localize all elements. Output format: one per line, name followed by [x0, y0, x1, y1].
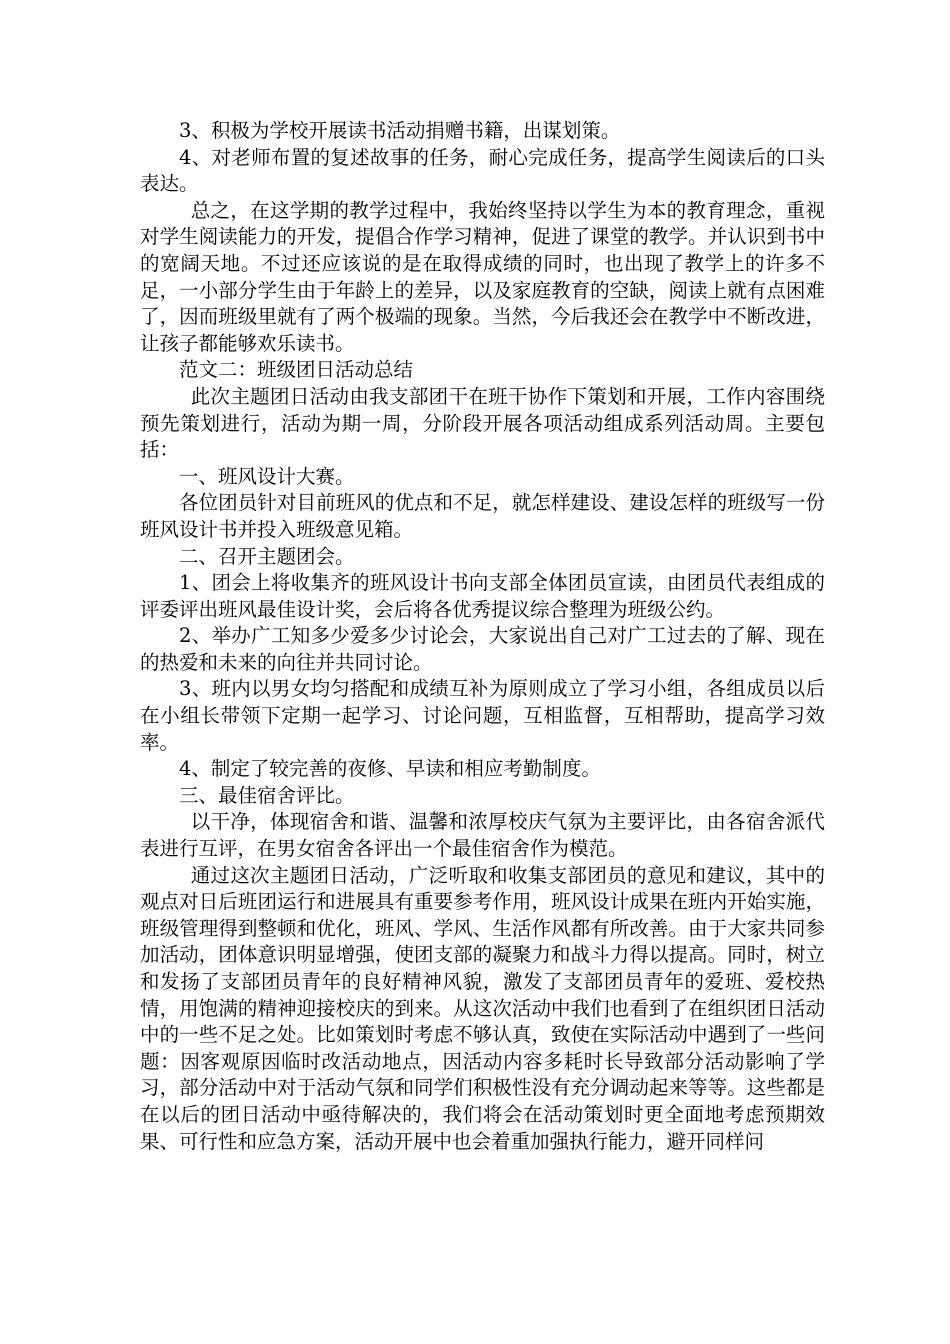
- paragraph-conclusion: 通过这次主题团日活动，广泛听取和收集支部团员的意见和建议，其中的观点对日后班团运行和进展具有重要参考作用，班风设计成果在班内开始实施，班级管理得到整顿和优化，班风、学风、生活作风都有所改善。由于大家共同参加活动，团体意识明显增强，使团支部的凝聚力和战斗力得以提高。同时，树立和发扬了支部团员青年的良好精神风貌，激发了支部团员青年的爱班、爱校热情，用饱满的精神迎接校庆的到来。从这次活动中我们也看到了在组织团日活动中的一些不足之处。比如策划时考虑不够认真，致使在实际活动中遇到了一些问题：因客观原因临时改活动地点，因活动内容多耗时长导致部分活动影响了学习，部分活动中对于活动气氛和同学们积极性没有充分调动起来等等。这些都是在以后的团日活动中亟待解决的，我们将会在活动策划时更全面地考虑预期效果、可行性和应急方案，活动开展中也会着重加强执行能力，避开同样问: [140, 863, 825, 1153]
- paragraph-part-two-item-2: 2、举办广工知多少爱多少讨论会，大家说出自己对广工过去的了解、现在的热爱和未来的向往并共同讨论。: [140, 624, 825, 674]
- heading-part-two: 二、召开主题团会。: [179, 544, 355, 568]
- paragraph-summary: 总之，在这学期的教学过程中，我始终坚持以学生为本的教育理念，重视对学生阅读能力的开发，提倡合作学习精神，促进了课堂的教学。并认识到书中的宽阔天地。不过还应该说的是在取得成绩的同时，也出现了教学上的许多不足，一小部分学生由于年龄上的差异，以及家庭教育的空缺，阅读上就有点困难了，因而班级里就有了两个极端的现象。当然，今后我还会在教学中不断改进，让孩子都能够欢乐读书。: [140, 198, 825, 355]
- paragraph-part-three: 以干净，体现宿舍和谐、温馨和浓厚校庆气氛为主要评比，由各宿舍派代表进行互评，在男女宿舍各评出一个最佳宿舍作为模范。: [140, 810, 825, 861]
- paragraph-part-two-item-1: 1、团会上将收集齐的班风设计书向支部全体团员宣读，由团员代表组成的评委评出班风最佳设计奖，会后将各优秀提议综合整理为班级公约。: [140, 571, 825, 621]
- document-body: [140, 118, 825, 1155]
- section-heading-sample-two: 范文二：班级团日活动总结: [179, 358, 414, 382]
- heading-part-one: 一、班风设计大赛。: [179, 464, 355, 488]
- paragraph-part-two-item-4: 4、制定了较完善的夜修、早读和相应考勤制度。: [179, 757, 601, 781]
- paragraph-intro: 此次主题团日活动由我支部团干在班干协作下策划和开展，工作内容围绕预先策划进行，活动为期一周，分阶段开展各项活动组成系列活动周。主要包括：: [140, 384, 825, 462]
- paragraph-item-4: 4、对老师布置的复述故事的任务，耐心完成任务，提高学生阅读后的口头表达。: [140, 145, 825, 196]
- paragraph-part-one: 各位团员针对目前班风的优点和不足，就怎样建设、建设怎样的班级写一份班风设计书并投入班级意见箱。: [140, 491, 825, 541]
- paragraph-part-two-item-3: 3、班内以男女均匀搭配和成绩互补为原则成立了学习小组，各组成员以后在小组长带领下定期一起学习、讨论问题，互相监督，互相帮助，提高学习效率。: [140, 677, 825, 754]
- heading-part-three: 三、最佳宿舍评比。: [179, 783, 355, 807]
- paragraph-item-3: 3、积极为学校开展读书活动捐赠书籍，出谋划策。: [179, 119, 621, 142]
